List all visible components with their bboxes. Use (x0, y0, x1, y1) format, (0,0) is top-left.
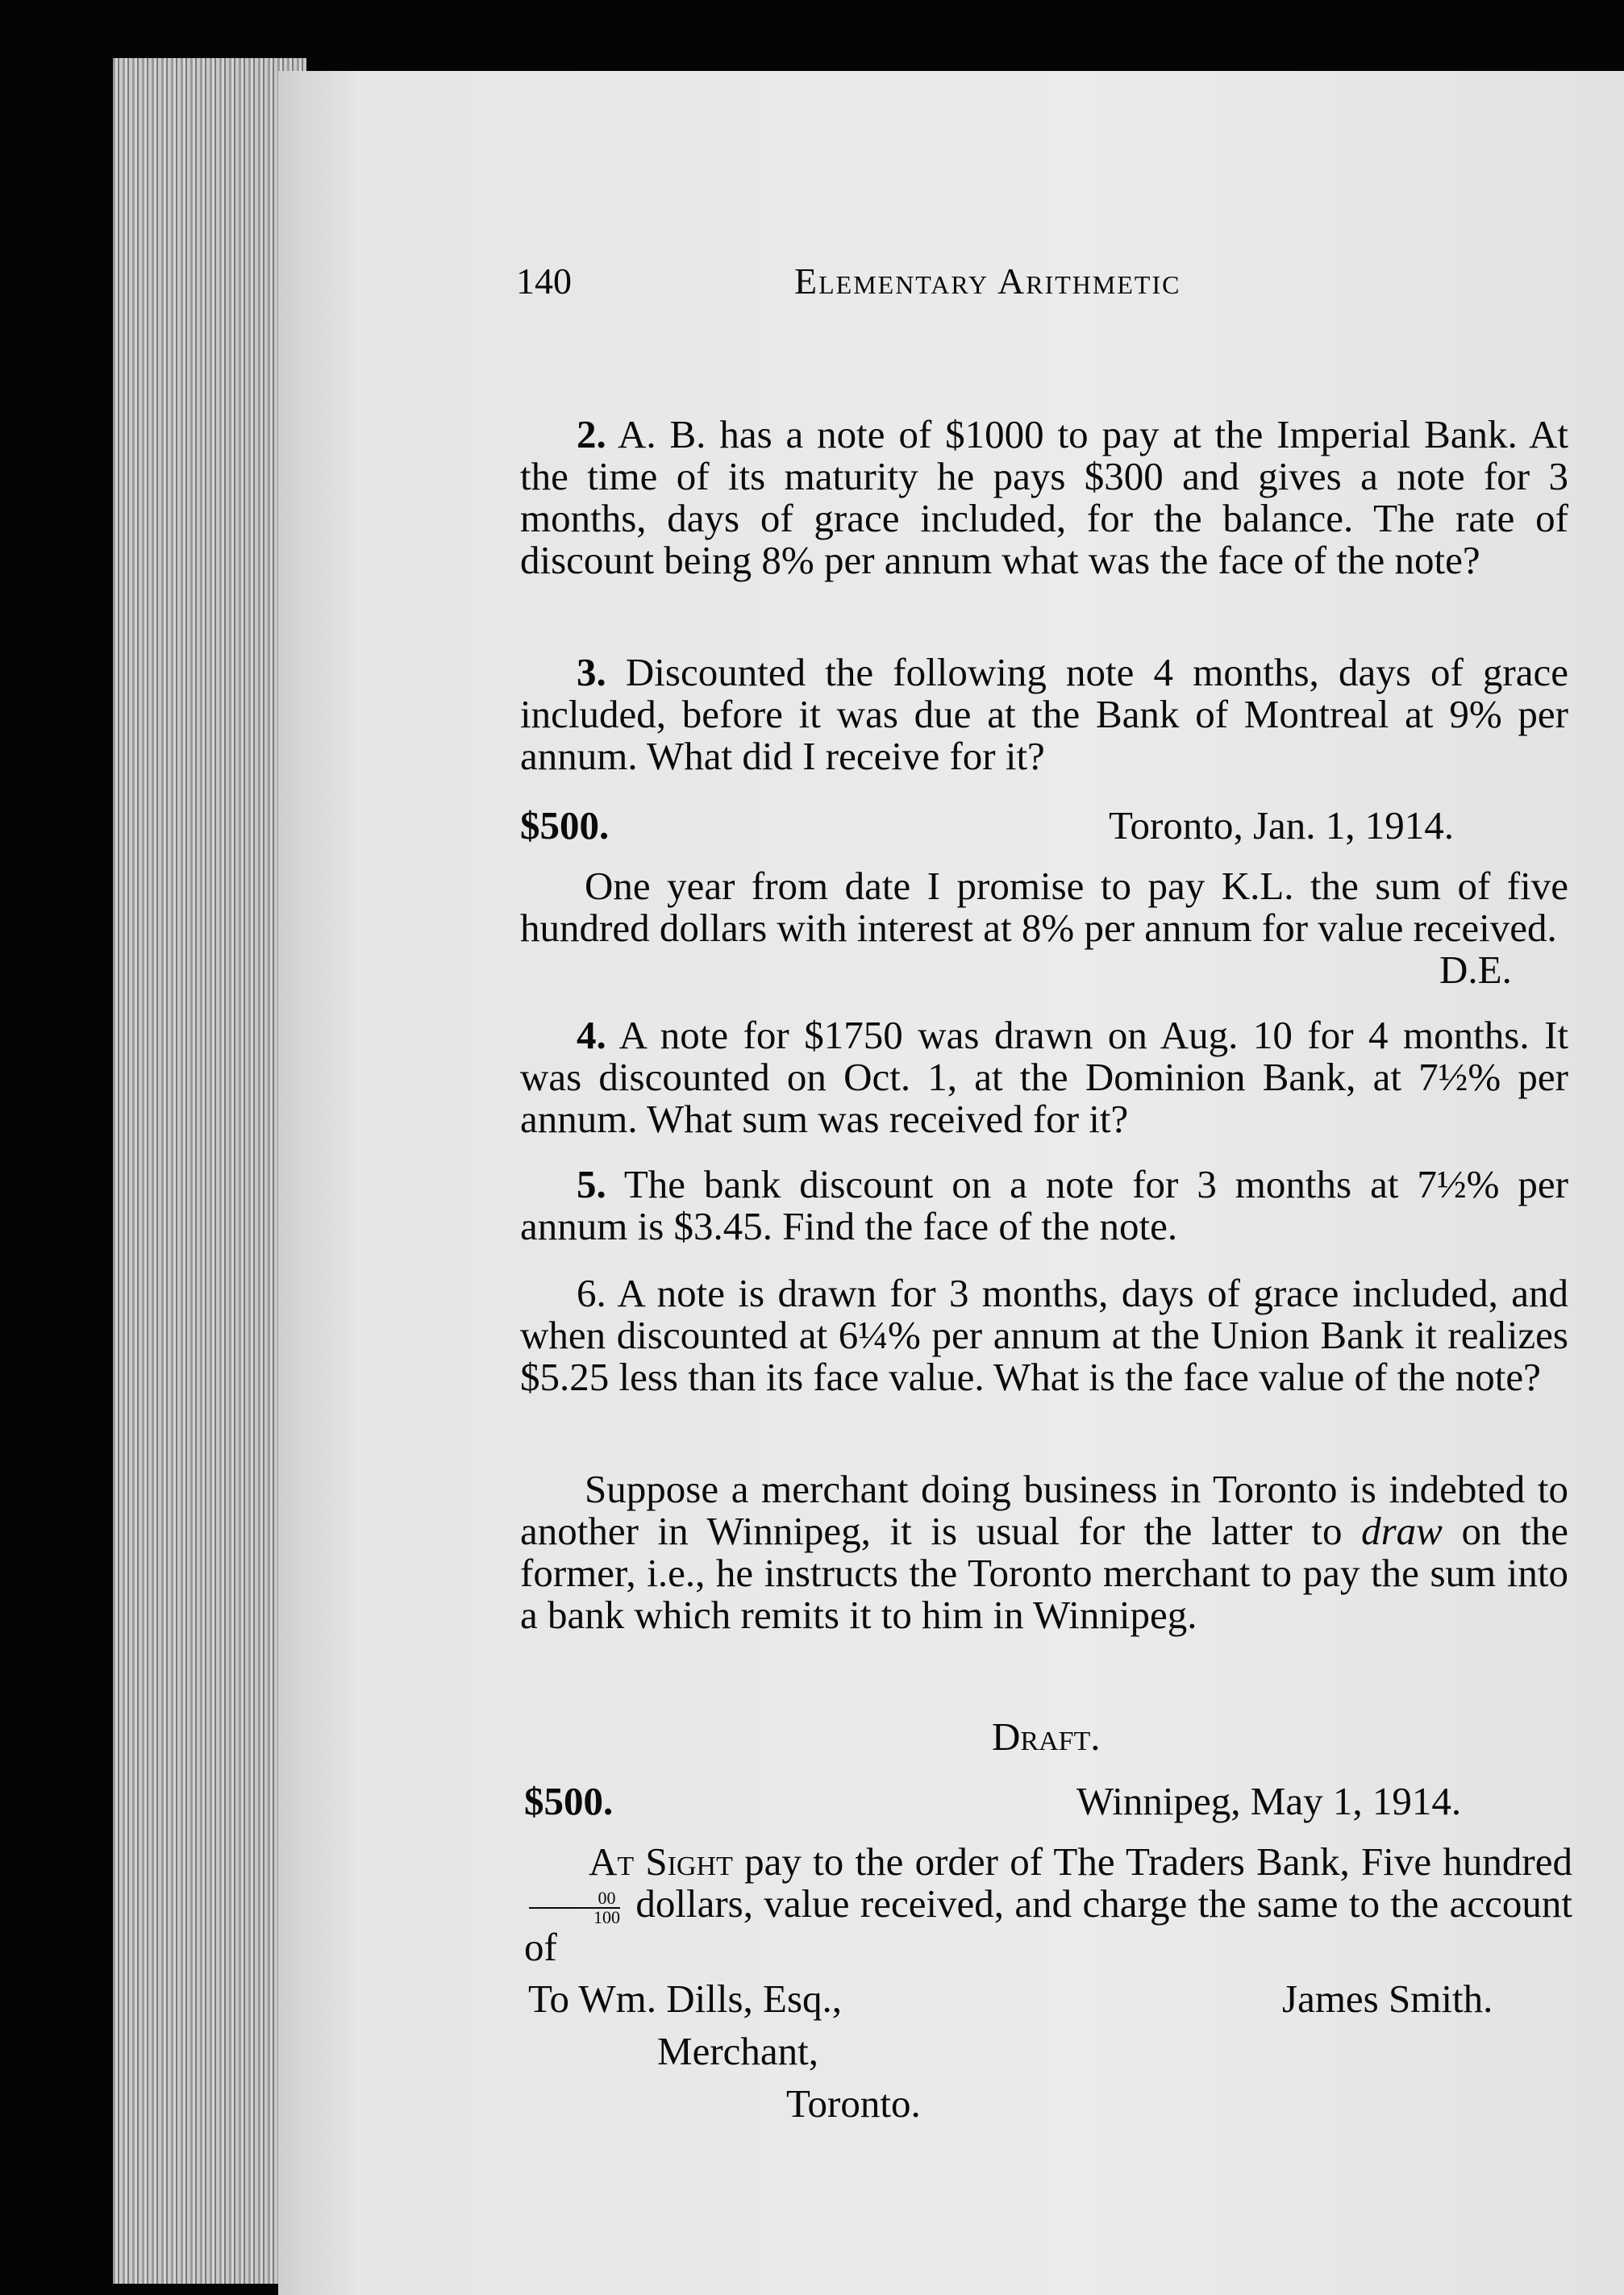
book-page (278, 71, 1624, 2295)
problem-4 (520, 1014, 1568, 1140)
problem-text: A note for $1750 was drawn on Aug. 10 for 4 months. It was discounted on Oct. 1, at the Dominion Bank, at 7½% per annum. What sum was received for it? (520, 1013, 1569, 1141)
draft-addressee-line-3: Toronto. (786, 2081, 921, 2126)
draft-body: At Sight pay to the order of The Traders Bank, Five hundred $\frac{00}{100}$ dollars, value received, and charge the same to the account of (524, 1839, 1573, 1969)
draft-explanation: Suppose a merchant doing business in Toronto is indebted to another in Winnipeg, it is usual for the latter to draw on the former, i.e., he instructs the Toronto merchant to pay the sum into a bank which remits it to him in Winnipeg. (520, 1467, 1568, 1637)
problem-number: 3. (577, 650, 606, 694)
problem-number: 5. (577, 1162, 606, 1206)
problem-3 (520, 652, 1568, 777)
problem-number: 6. (577, 1271, 606, 1315)
draft-signature: James Smith. (1282, 1976, 1493, 2021)
promissory-note-body: One year from date I promise to pay K.L. the sum of five hundred dollars with interest at 8% per annum for value received. (520, 864, 1568, 950)
draft-addressee-line-1: To Wm. Dills, Esq., (528, 1976, 843, 2021)
note-place-date: Toronto, Jan. 1, 1914. (1109, 803, 1455, 848)
note-signature: D.E. (1439, 948, 1512, 992)
problem-number: 4. (577, 1013, 606, 1057)
draft-heading: Draft. (992, 1714, 1101, 1759)
problem-text: The bank discount on a note for 3 months at 7½% per annum is $3.45. Find the face of the note. (520, 1162, 1568, 1248)
problem-2 (520, 414, 1568, 581)
problem-number: 2. (577, 412, 606, 456)
problem-text: A. B. has a note of $1000 to pay at the Imperial Bank. At the time of its maturity he pays $300 and gives a note for 3 months, days of grace included, for the balance. The rate of discount being 8% per annum what was the face of the note? (520, 412, 1568, 582)
draft-place-date: Winnipeg, May 1, 1914. (1076, 1779, 1462, 1823)
note-amount: $500. (520, 803, 610, 848)
draft-addressee-line-2: Merchant, (657, 2029, 818, 2073)
problem-6 (520, 1272, 1568, 1398)
running-title: Elementary Arithmetic (794, 260, 1181, 302)
page-number: 140 (516, 260, 572, 302)
cents-fraction: $\frac{00}{100}$ (529, 1889, 620, 1926)
problem-text: A note is drawn for 3 months, days of grace included, and when discounted at 6¼% per annum at the Union Bank it realizes $5.25 less than its face value. What is the face value of the note? (520, 1271, 1568, 1399)
draft-amount: $500. (524, 1779, 614, 1823)
emphasized-word: draw (1361, 1509, 1443, 1553)
problem-5 (520, 1164, 1568, 1247)
problem-text: Discounted the following note 4 months, days of grace included, before it was due at the Bank of Montreal at 9% per annum. What did I receive for it? (520, 650, 1568, 778)
book-page-edges (113, 58, 306, 2284)
draft-lead: At Sight (589, 1839, 733, 1884)
